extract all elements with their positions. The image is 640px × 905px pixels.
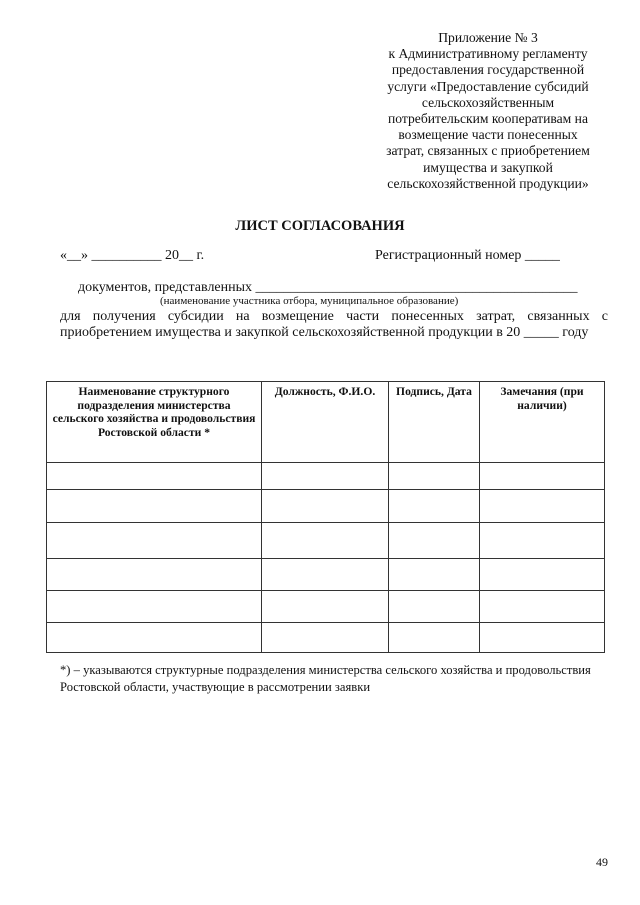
page-number: 49 <box>596 855 608 869</box>
annex-line: услуги «Предоставление субсидий <box>387 78 589 94</box>
table-cell[interactable] <box>262 463 389 490</box>
annex-line: сельскохозяйственным <box>421 94 555 110</box>
table-cell[interactable] <box>389 623 480 653</box>
table-cell[interactable] <box>389 559 480 591</box>
table-row <box>47 463 605 490</box>
table-cell[interactable] <box>47 559 262 591</box>
table-cell[interactable] <box>262 559 389 591</box>
approval-table <box>46 381 605 653</box>
table-cell[interactable] <box>47 463 262 490</box>
table-cell[interactable] <box>47 591 262 623</box>
table-row <box>47 559 605 591</box>
annex-line: возмещение части понесенных <box>398 127 578 143</box>
table-row <box>47 623 605 653</box>
annex-header <box>368 30 608 192</box>
table-cell[interactable] <box>389 490 480 523</box>
table-cell[interactable] <box>389 523 480 559</box>
table-cell[interactable] <box>480 490 605 523</box>
documents-submitted-hint: (наименование участника отбора, муниципальное образование) <box>160 295 459 307</box>
annex-line: к Административному регламенту <box>388 46 588 62</box>
registration-number-field: Регистрационный номер _____ <box>375 248 560 263</box>
table-cell[interactable] <box>47 490 262 523</box>
header-signature-date: Подпись, Дата <box>389 382 480 463</box>
annex-line: затрат, связанных с приобретением <box>386 143 590 159</box>
table-cell[interactable] <box>480 463 605 490</box>
table-cell[interactable] <box>262 490 389 523</box>
table-cell[interactable] <box>480 559 605 591</box>
annex-line: потребительским кооперативам на <box>388 111 588 127</box>
table-cell[interactable] <box>389 591 480 623</box>
table-header-row <box>47 382 605 463</box>
table-cell[interactable] <box>389 463 480 490</box>
header-remarks: Замечания (при наличии) <box>480 382 605 463</box>
table-cell[interactable] <box>262 523 389 559</box>
annex-line: сельскохозяйственной продукции» <box>387 175 589 191</box>
footnote: *) – указываются структурные подразделения министерства сельского хозяйства и продовольствия Ростовской области, участвующие в рассмотрении заявки <box>60 663 591 694</box>
table-cell[interactable] <box>262 623 389 653</box>
header-position-name: Должность, Ф.И.О. <box>262 382 389 463</box>
table-cell[interactable] <box>262 591 389 623</box>
annex-line: предоставления государственной <box>391 62 585 78</box>
table-row <box>47 490 605 523</box>
table-cell[interactable] <box>480 623 605 653</box>
annex-line: имущества и закупкой <box>423 159 553 175</box>
header-department: Наименование структурного подразделения министерства сельского хозяйства и продовольствия Ростовской области * <box>47 382 262 463</box>
table-cell[interactable] <box>47 523 262 559</box>
table-row <box>47 591 605 623</box>
annex-line: Приложение № 3 <box>438 30 538 45</box>
purpose-paragraph: для получения субсидии на возмещение части понесенных затрат, связанных с приобретением имущества и закупкой сельскохозяйственной продукции в 20 _____ году <box>60 309 608 340</box>
table-cell[interactable] <box>480 523 605 559</box>
document-title: ЛИСТ СОГЛАСОВАНИЯ <box>235 218 405 234</box>
date-field: «__» __________ 20__ г. <box>60 248 205 263</box>
table-row <box>47 523 605 559</box>
documents-submitted-line: документов, представленных ______________________________________________ <box>78 280 578 295</box>
table-cell[interactable] <box>480 591 605 623</box>
table-cell[interactable] <box>47 623 262 653</box>
